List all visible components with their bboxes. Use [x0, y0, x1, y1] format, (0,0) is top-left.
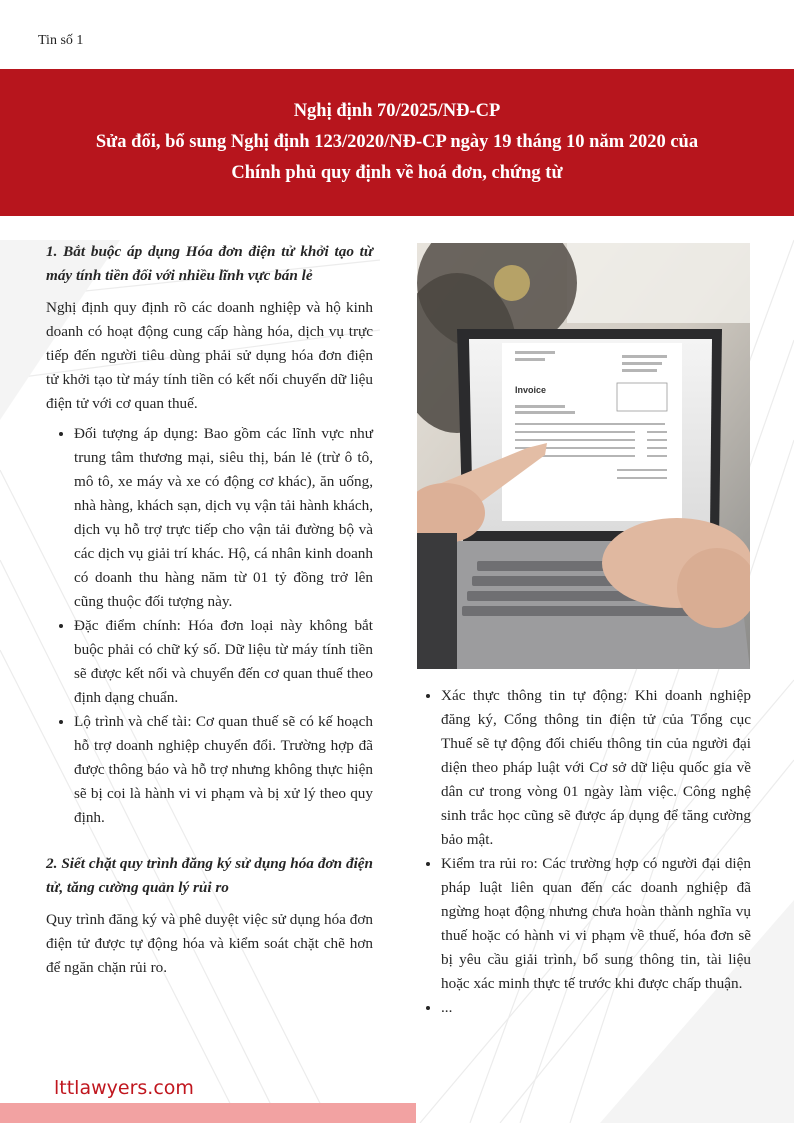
- list-item: • Đối tượng áp dụng: Bao gồm các lĩnh vực như trung tâm thương mại, siêu thị, bán lẻ (trừ ô tô, mô tô, xe máy và xe có động cơ khác), ăn uống, nhà hàng, khách sạn, dịch vụ vận tải hành khách, dịch vụ hỗ trợ trực tiếp cho vận tải đường bộ và các dịch vụ giải trí khác. Hộ, cá nhân kinh doanh có doanh thu hàng năm từ 01 tỷ đồng trở lên cũng thuộc đối tượng này.: [74, 422, 373, 614]
- list-item: • Xác thực thông tin tự động: Khi doanh nghiệp đăng ký, Cổng thông tin điện tử của Tổng cục Thuế sẽ tự động đối chiếu thông tin của người đại diện theo pháp luật với Cơ sở dữ liệu quốc gia về dân cư trong vòng 01 ngày làm việc. Công nghệ sinh trắc học cũng sẽ được áp dụng để tăng cường bảo mật.: [441, 684, 751, 852]
- invoice-word: Invoice: [515, 385, 547, 395]
- section2-bullets: [413, 684, 751, 1020]
- list-item: • ...: [441, 996, 751, 1020]
- list-item: • Kiểm tra rủi ro: Các trường hợp có người đại diện pháp luật liên quan đến các doanh nghiệp đã ngừng hoạt động nhưng chưa hoàn thành nghĩa vụ thuế hoặc có hành vi vi phạm về thuế, hóa đơn sẽ bị yêu cầu giải trình, bổ sung thông tin, tài liệu hoặc xác minh thực tế trước khi được chấp thuận.: [441, 852, 751, 996]
- banner-title: Nghị định 70/2025/NĐ-CP: [293, 101, 501, 121]
- website-link[interactable]: lttlawyers.com: [54, 1077, 194, 1099]
- banner-subtitle-line1: Sửa đổi, bổ sung Nghị định 123/2020/NĐ-CP ngày 19 tháng 10 năm 2020 của: [95, 132, 699, 152]
- right-column: [413, 684, 751, 1020]
- left-column: [46, 240, 373, 986]
- section1-heading: 1. Bắt buộc áp dụng Hóa đơn điện tử khởi tạo từ máy tính tiền đối với nhiều lĩnh vực bán lẻ: [46, 243, 373, 284]
- banner-subtitle-line2: Chính phủ quy định về hoá đơn, chứng từ: [231, 163, 563, 183]
- laptop-invoice-photo: [417, 243, 750, 669]
- section2-heading: 2. Siết chặt quy trình đăng ký sử dụng hóa đơn điện tử, tăng cường quản lý rủi ro: [46, 855, 373, 896]
- section2-intro: Quy trình đăng ký và phê duyệt việc sử dụng hóa đơn điện tử được tự động hóa và kiểm soát chặt chẽ hơn để ngăn chặn rủi ro.: [46, 911, 373, 976]
- list-item: • Lộ trình và chế tài: Cơ quan thuế sẽ có kế hoạch hỗ trợ doanh nghiệp chuyển đổi. Trường hợp đã được thông báo và hỗ trợ nhưng không thực hiện sẽ bị coi là hành vi vi phạm và bị xử lý theo quy định.: [74, 710, 373, 830]
- footer-bar: [0, 1103, 416, 1123]
- issue-label: Tin số 1: [38, 33, 84, 48]
- list-item: • Đặc điểm chính: Hóa đơn loại này không bắt buộc phải có chữ ký số. Dữ liệu từ máy tính tiền sẽ được kết nối và chuyển đến cơ quan thuế theo định dạng chuẩn.: [74, 614, 373, 710]
- section1-bullets: [46, 422, 373, 830]
- section1-intro: Nghị định quy định rõ các doanh nghiệp và hộ kinh doanh có hoạt động cung cấp hàng hóa, dịch vụ trực tiếp đến người tiêu dùng phải sử dụng hóa đơn điện tử khởi tạo từ máy tính tiền có kết nối chuyển dữ liệu điện tử với cơ quan thuế.: [46, 299, 373, 412]
- title-banner: [0, 69, 794, 216]
